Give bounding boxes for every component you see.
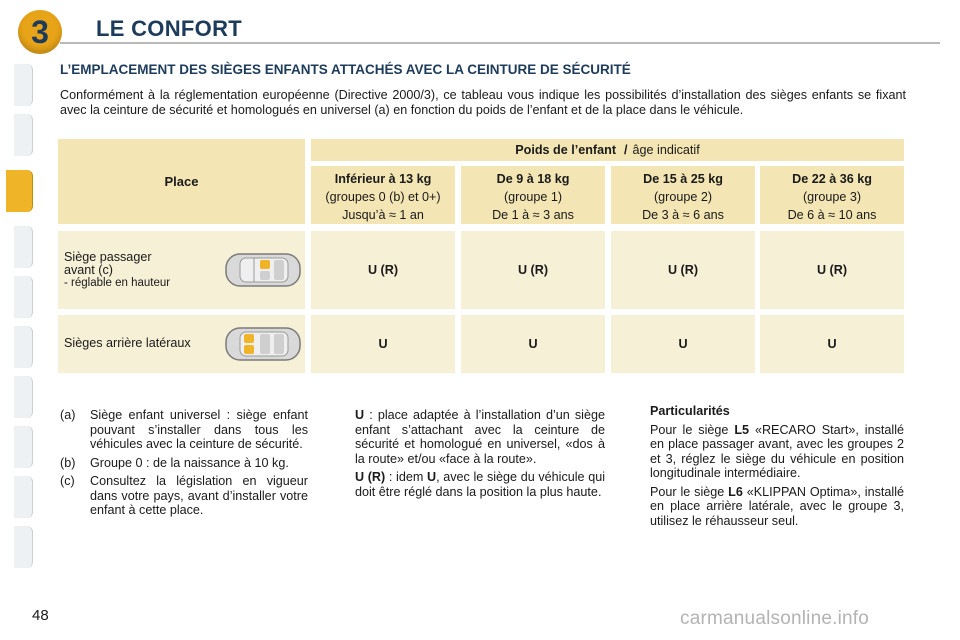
row-label-line: Siège passager bbox=[64, 250, 152, 264]
row-label-note: - réglable en hauteur bbox=[64, 277, 171, 289]
particularites-l6-key: L6 bbox=[728, 484, 743, 499]
particularites-l6 bbox=[650, 485, 904, 529]
weight-column-group: (groupe 3) bbox=[802, 190, 862, 204]
weight-column-age: Jusqu’à ≈ 1 an bbox=[342, 208, 424, 222]
chapter-tab[interactable] bbox=[14, 64, 33, 106]
legend-ur-mid: : idem bbox=[385, 470, 427, 484]
weight-header-age: âge indicatif bbox=[632, 143, 700, 157]
header-rule bbox=[60, 42, 940, 44]
weight-header-label: Poids de l’enfant bbox=[515, 143, 617, 157]
weight-column-title: Inférieur à 13 kg bbox=[334, 172, 432, 186]
footnote bbox=[60, 456, 308, 471]
table-cell: U (R) bbox=[611, 231, 755, 309]
chapter-tab[interactable] bbox=[14, 276, 33, 318]
footnotes bbox=[60, 408, 308, 522]
car-seat-rear-icon bbox=[224, 325, 304, 363]
weight-column-age: De 6 à ≈ 10 ans bbox=[787, 208, 877, 222]
weight-column-age: De 3 à ≈ 6 ans bbox=[642, 208, 724, 222]
place-header: Place bbox=[58, 139, 305, 224]
chapter-tabs bbox=[0, 60, 34, 580]
table-cell: U bbox=[611, 315, 755, 373]
weight-column-header bbox=[311, 166, 455, 224]
chapter-tab[interactable] bbox=[14, 326, 33, 368]
intro-paragraph: Conformément à la réglementation européenne (Directive 2000/3), ce tableau vous indique les possibilités d’installation des sièges enfants se fixant avec la ceinture de sécurité et homologués en universel (a) en fonction du poids de l’enfant et de la place dans le véhicule. bbox=[60, 88, 906, 117]
weight-column-header bbox=[760, 166, 904, 224]
weight-column-group: (groupes 0 (b) et 0+) bbox=[325, 190, 441, 204]
particularites-title: Particularités bbox=[650, 404, 730, 418]
legend-u-text: : place adaptée à l’installation d’un siège enfant s’attachant avec la ceinture de sécurité et homologué en universel, «dos à la route» et/ou «face à la route». bbox=[355, 408, 605, 466]
footnote bbox=[60, 408, 308, 452]
chapter-tab[interactable] bbox=[14, 526, 33, 568]
chapter-tab-active[interactable] bbox=[6, 170, 33, 212]
car-seat-front-icon bbox=[224, 251, 304, 289]
weight-column-group: (groupe 1) bbox=[503, 190, 563, 204]
particularites-l5-pre: Pour le siège bbox=[650, 422, 735, 437]
chapter-tab[interactable] bbox=[14, 476, 33, 518]
weight-header-separator: / bbox=[624, 143, 628, 157]
child-seat-table bbox=[58, 139, 904, 373]
chapter-tab[interactable] bbox=[14, 226, 33, 268]
particularites-l6-pre: Pour le siège bbox=[650, 484, 729, 499]
footnote-key: (a) bbox=[60, 408, 76, 422]
particularites-l5-key: L5 bbox=[734, 422, 750, 437]
weight-column-group: (groupe 2) bbox=[653, 190, 713, 204]
table-cell: U bbox=[760, 315, 904, 373]
particularites bbox=[650, 404, 904, 532]
legend-ur bbox=[355, 470, 605, 499]
row-label-rear-side bbox=[58, 315, 305, 373]
footnote-key: (b) bbox=[60, 455, 76, 470]
weight-column-title: De 15 à 25 kg bbox=[643, 172, 723, 186]
footnote-text: Groupe 0 : de la naissance à 10 kg. bbox=[90, 455, 289, 470]
page-number: 48 bbox=[32, 607, 49, 624]
table-cell: U bbox=[461, 315, 605, 373]
legend-u-key: U bbox=[355, 408, 365, 422]
particularites-l5-text: «RECARO Start», installé en place passager avant, avec les groupes 2 et 3, réglez le siège du véhicule en position longitudinale intermédiaire. bbox=[650, 422, 904, 480]
chapter-title: LE CONFORT bbox=[96, 16, 242, 41]
table-cell: U (R) bbox=[760, 231, 904, 309]
weight-column-header bbox=[461, 166, 605, 224]
footnote-key: (c) bbox=[60, 474, 75, 488]
watermark: carmanualsonline.info bbox=[680, 608, 870, 629]
table-cell: U bbox=[311, 315, 455, 373]
particularites-l5 bbox=[650, 423, 904, 481]
legend-u bbox=[355, 408, 605, 466]
particularites-l6-text: «KLIPPAN Optima», installé en place arrière latérale, avec le groupe 3, utilisez le réhausseur seul. bbox=[650, 484, 904, 528]
chapter-number-badge: 3 bbox=[18, 10, 62, 54]
weight-column-title: De 22 à 36 kg bbox=[792, 172, 872, 186]
table-cell: U (R) bbox=[461, 231, 605, 309]
row-label-text bbox=[64, 251, 170, 290]
chapter-tab[interactable] bbox=[14, 114, 33, 156]
weight-column-header bbox=[611, 166, 755, 224]
row-label-front-passenger bbox=[58, 231, 305, 309]
section-title: L’EMPLACEMENT DES SIÈGES ENFANTS ATTACHÉS AVEC LA CEINTURE DE SÉCURITÉ bbox=[60, 62, 631, 77]
weight-header bbox=[311, 139, 904, 161]
legend-ur-text: , avec le siège du véhicule qui doit être réglé dans la position la plus haute. bbox=[355, 470, 606, 499]
footnote-text: Siège enfant universel : siège enfant pouvant s’installer dans tous les véhicules avec la ceinture de sécurité. bbox=[90, 408, 308, 451]
chapter-tab[interactable] bbox=[14, 376, 33, 418]
chapter-tab[interactable] bbox=[14, 426, 33, 468]
legend-ur-u: U bbox=[426, 470, 437, 484]
table-cell: U (R) bbox=[311, 231, 455, 309]
legend-ur-key: U (R) bbox=[355, 470, 386, 484]
row-label-line: avant (c) bbox=[64, 263, 113, 277]
legend bbox=[355, 408, 605, 503]
row-label-text: Sièges arrière latéraux bbox=[64, 336, 191, 350]
weight-column-title: De 9 à 18 kg bbox=[496, 172, 570, 186]
weight-column-age: De 1 à ≈ 3 ans bbox=[492, 208, 574, 222]
footnote bbox=[60, 474, 308, 518]
footnote-text: Consultez la législation en vigueur dans votre pays, avant d’installer votre enfant à cette place. bbox=[90, 474, 308, 517]
